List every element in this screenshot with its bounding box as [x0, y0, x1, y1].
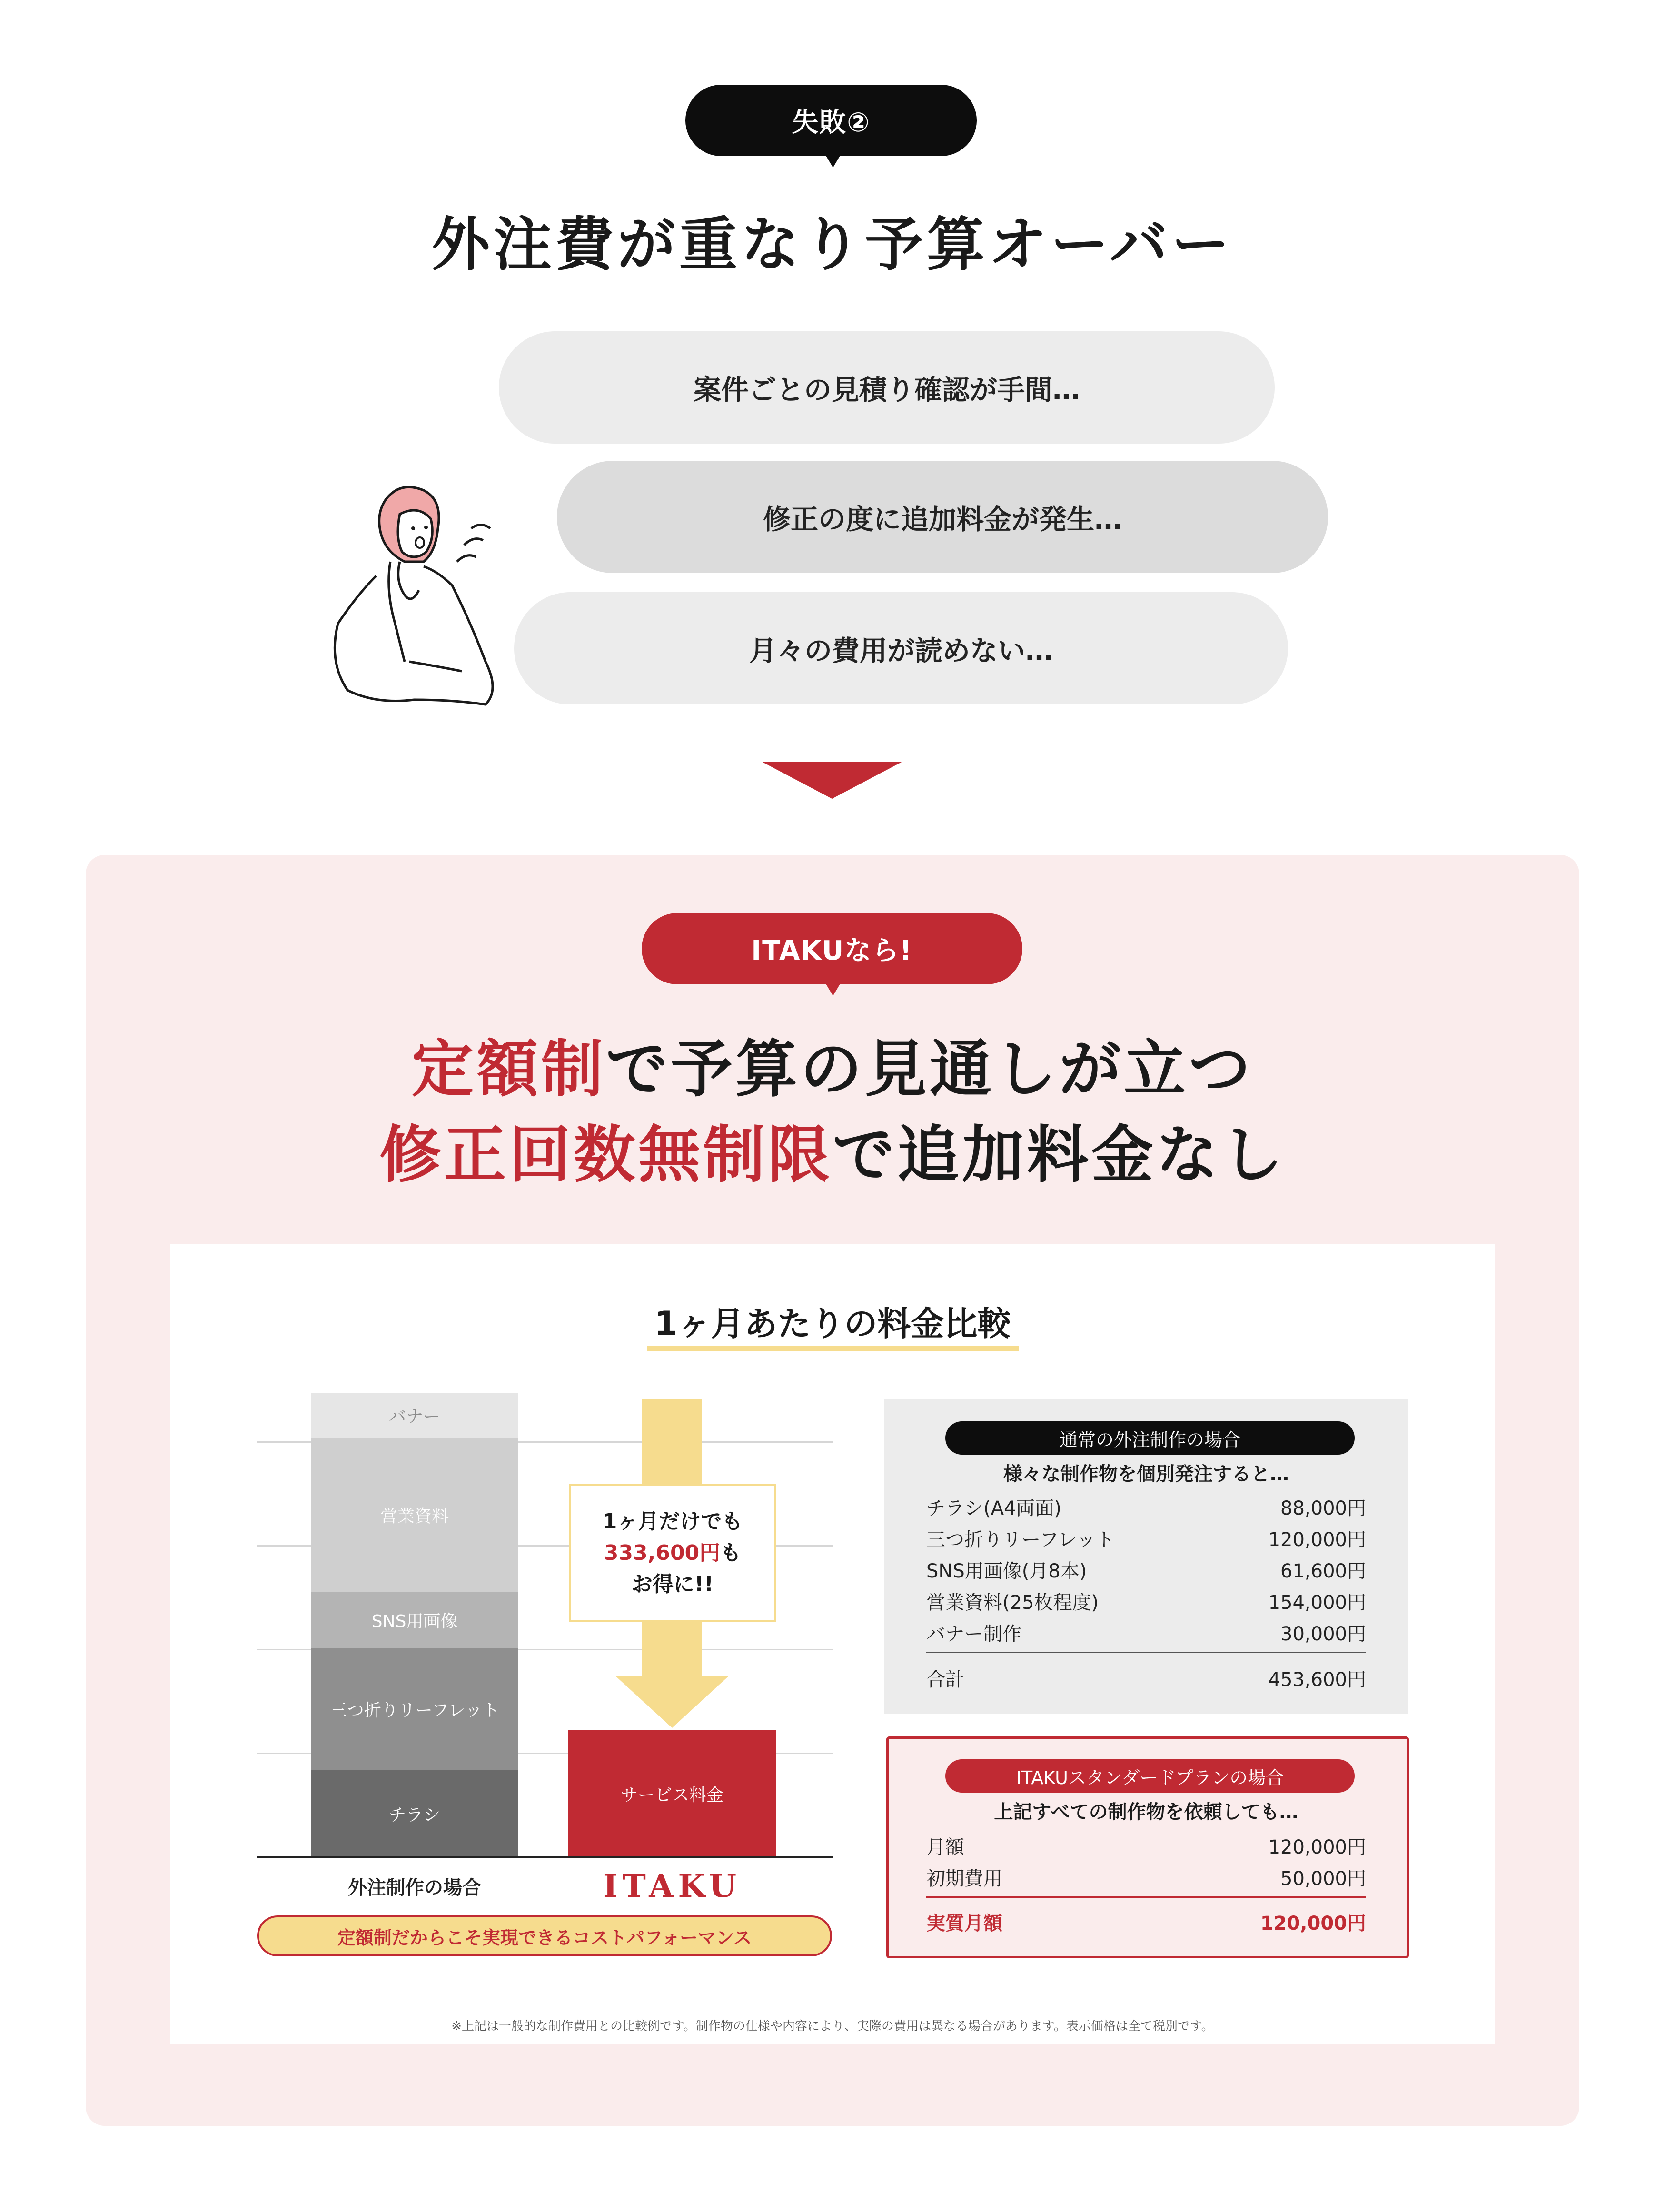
headline-emphasis-2: 修正回数無制限	[379, 1118, 832, 1191]
bar-segment-sales-material	[311, 1438, 518, 1592]
itaku-box-subtitle: 上記すべての制作物を依頼しても…	[994, 1801, 1298, 1823]
outsource-row	[926, 1492, 1366, 1521]
row-label: 三つ折りリーフレット	[926, 1528, 1115, 1551]
row-label: 月額	[926, 1836, 964, 1858]
outsource-divider	[926, 1652, 1366, 1653]
bar-segment-label: 三つ折りリーフレット	[329, 1700, 500, 1720]
outsource-row	[926, 1555, 1366, 1584]
itaku-box-title: ITAKUスタンダードプランの場合	[945, 1759, 1355, 1793]
headline-emphasis-1: 定額制	[411, 1032, 606, 1105]
bar-itaku-label: サービス料金	[620, 1785, 723, 1805]
footnote: ※上記は一般的な制作費用との比較例です。制作物の仕様や内容により、実際の費用は異なる場合があります。表示価格は全て税別です。	[451, 2019, 1214, 2033]
outsource-row	[926, 1586, 1366, 1616]
cost-performance-pill: 定額制だからこそ実現できるコストパフォーマンス	[257, 1915, 832, 1956]
row-label: チラシ(A4両面)	[926, 1497, 1062, 1519]
bar-segment-label: SNS用画像	[371, 1611, 458, 1631]
row-value: 50,000円	[1280, 1867, 1366, 1890]
bar-segment-label: バナー	[388, 1407, 440, 1427]
outsource-row	[926, 1617, 1366, 1647]
itaku-total-row	[926, 1907, 1366, 1936]
callout-line-2	[604, 1537, 741, 1569]
row-value: 61,600円	[1280, 1560, 1366, 1582]
total-label: 合計	[926, 1668, 964, 1691]
failure-badge-label: 失敗②	[792, 107, 871, 138]
savings-callout	[569, 1484, 776, 1622]
bar-segment-flyer	[311, 1770, 518, 1857]
solution-badge	[642, 913, 1022, 984]
outsource-box-title: 通常の外注制作の場合	[945, 1421, 1355, 1455]
itaku-row	[926, 1831, 1366, 1860]
bar-segment-leaflet	[311, 1648, 518, 1770]
failure-badge	[685, 85, 977, 156]
row-value: 120,000円	[1268, 1836, 1366, 1858]
bar-segment-banner	[311, 1393, 518, 1438]
callout-amount: 333,600円	[604, 1541, 721, 1565]
concern-bubble-1: 案件ごとの見積り確認が手間…	[499, 331, 1275, 444]
total-label: 実質月額	[926, 1912, 1002, 1934]
solution-badge-label: ITAKUなら!	[751, 935, 913, 966]
row-label: バナー制作	[926, 1623, 1021, 1645]
row-label: 初期費用	[926, 1867, 1002, 1890]
total-value: 453,600円	[1268, 1668, 1366, 1691]
bar-segment-label: チラシ	[388, 1805, 440, 1825]
outsource-row	[926, 1523, 1366, 1553]
bar-itaku	[568, 1730, 776, 1857]
savings-arrow-head	[615, 1676, 729, 1728]
outsource-total-row	[926, 1663, 1366, 1693]
headline-line-1	[0, 1023, 1665, 1104]
total-value: 120,000円	[1260, 1912, 1366, 1934]
worried-person-illustration	[328, 481, 509, 709]
callout-suffix: も	[720, 1541, 742, 1565]
row-value: 120,000円	[1268, 1528, 1366, 1551]
row-label: 営業資料(25枚程度)	[926, 1591, 1099, 1614]
down-arrow-icon	[762, 762, 902, 799]
bar-segment-sns-image	[311, 1592, 518, 1648]
x-label-itaku: ITAKU	[603, 1867, 742, 1905]
headline-line-2	[0, 1109, 1665, 1190]
itaku-row	[926, 1862, 1366, 1892]
page-title: 外注費が重なり予算オーバー	[432, 210, 1233, 278]
concern-bubble-2: 修正の度に追加料金が発生…	[557, 461, 1328, 573]
row-value: 154,000円	[1268, 1591, 1366, 1614]
headline-text-2: で追加料金なし	[832, 1118, 1286, 1191]
solution-badge-tail	[824, 982, 842, 996]
row-value: 30,000円	[1280, 1623, 1366, 1645]
row-value: 88,000円	[1280, 1497, 1366, 1519]
outsource-box-subtitle: 様々な制作物を個別発注すると…	[1003, 1463, 1289, 1485]
x-label-outsource: 外注制作の場合	[348, 1876, 481, 1899]
callout-line-1: 1ヶ月だけでも	[602, 1509, 743, 1534]
headline-text-1: で予算の見通しが立つ	[606, 1032, 1254, 1105]
comparison-title: 1ヶ月あたりの料金比較	[654, 1304, 1011, 1343]
callout-line-3: お得に!!	[631, 1572, 714, 1597]
failure-badge-tail	[824, 153, 842, 168]
row-label: SNS用画像(月8本)	[926, 1560, 1087, 1582]
concern-bubble-3: 月々の費用が読めない…	[514, 592, 1288, 704]
bar-segment-label: 営業資料	[380, 1506, 449, 1526]
chart-baseline	[257, 1856, 833, 1858]
itaku-divider	[926, 1896, 1366, 1898]
